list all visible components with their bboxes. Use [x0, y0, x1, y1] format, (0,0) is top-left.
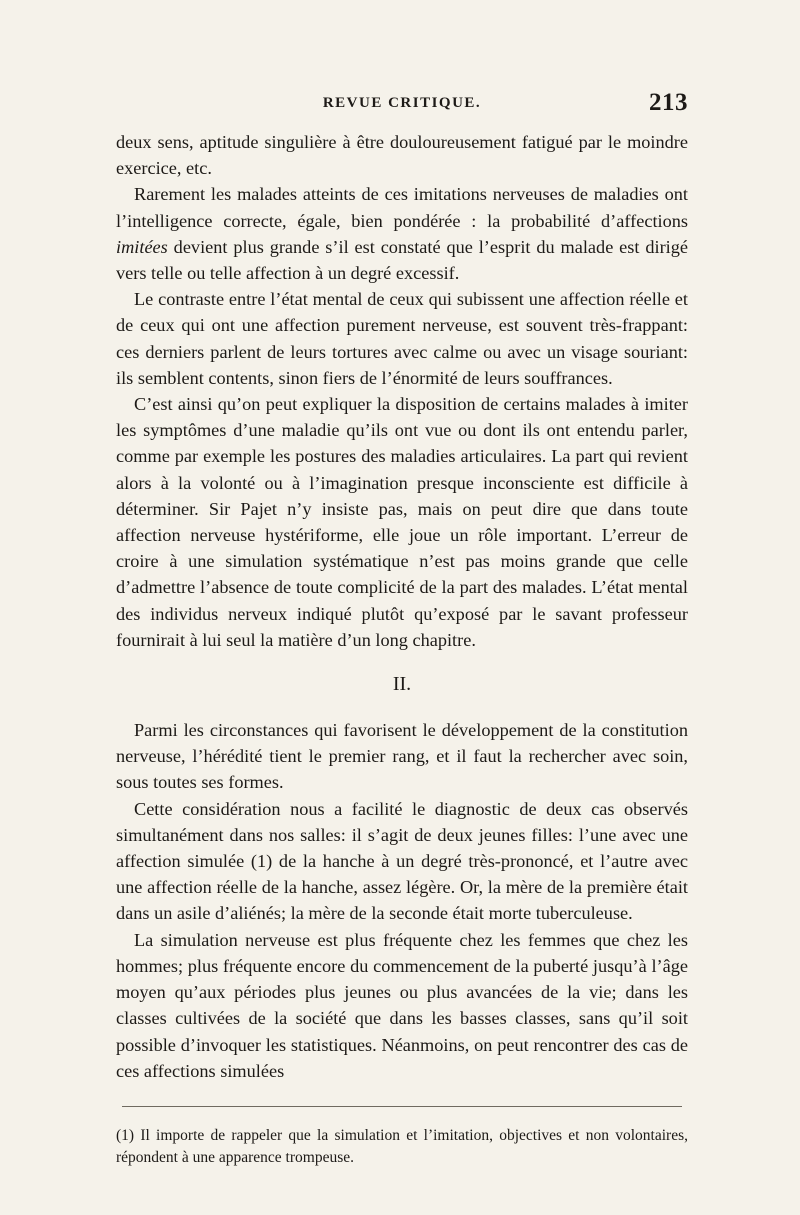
page-number: 213 [649, 89, 688, 116]
paragraph-frequency: La simulation nerveuse est plus fréquente chez les femmes que chez les hommes; plus fréquente encore du commencement de la puberté jusqu’à l’âge moyen qu’aux périodes plus jeunes ou plus avancées de la vie; dans les classes cultivées de la société que dans les basses classes, sans qu’il soit possible d’invoquer les statistiques. Néanmoins, on peut rencontrer des cas de ces affections simulées [116, 929, 688, 1081]
paragraph-contrast: Le contraste entre l’état mental de ceux qui subissent une affection réelle et de ceux qui ont une affection purement nerveuse, est souvent très-frappant: ces derniers parlent de leurs tortures avec calme ou avec un visage souriant: ils semblent contents, sinon fiers de l’énormité de leurs souffrances. [116, 289, 688, 388]
paragraph-heredity: Parmi les circonstances qui favorisent le développement de la constitution nerveuse, l’hérédité tient le premier rang, et il faut la rechercher avec soin, sous toutes ses formes. [116, 720, 688, 793]
section-heading: II. [392, 673, 412, 696]
footnote: (1) Il importe de rappeler que la simulation et l’imitation, objectives et non volontaires, répondent à une apparence trompeuse. [116, 1126, 688, 1166]
paragraph-explanation: C’est ainsi qu’on peut expliquer la disposition de certains malades à imiter les symptômes d’une maladie qu’ils ont vue ou dont ils ont entendu parler, comme par exemple les postures des maladies articulaires. La part qui revient alors à la volonté ou à l’imagination presque inconsciente est difficile à déterminer. Sir Pajet n’y insiste pas, mais on peut dire que dans toute affection nerveuse hystériforme, elle joue un rôle important. L’erreur de croire à une simulation systématique n’est pas moins grande que celle d’admettre l’absence de toute complicité de la part des malades. L’état mental des individus nerveux indiqué plutôt qu’exposé par le savant professeur fournirait à lui seul la matière d’un long chapitre. [116, 394, 688, 650]
paragraph-intelligence [116, 181, 688, 286]
paragraph-diagnosis: Cette considération nous a facilité le diagnostic de deux cas observés simultanément dans nos salles: il s’agit de deux jeunes filles: l’une avec une affection simulée (1) de la hanche à un degré très-prononcé, et l’autre avec une affection réelle de la hanche, assez légère. Or, la mère de la première était dans un asile d’aliénés; la mère de la seconde était morte tuberculeuse. [116, 798, 688, 924]
italic-term-imitees: imitées [116, 236, 168, 257]
paragraph-intelligence-end: devient plus grande s’il est constaté que l’esprit du malade est dirigé vers telle ou telle affection à un degré excessif. [116, 236, 688, 284]
book-page [116, 89, 688, 1169]
running-title: REVUE CRITIQUE. [322, 95, 482, 111]
footnote-divider [122, 1106, 682, 1107]
body-text [116, 129, 688, 1084]
paragraph-continuation: deux sens, aptitude singulière à être douloureusement fatigué par le moindre exercice, etc. [116, 132, 688, 179]
running-header [116, 89, 688, 121]
paragraph-intelligence-start: Rarement les malades atteints de ces imitations nerveuses de maladies ont l’intelligence correcte, égale, bien pondérée : la probabilité d’affections [116, 184, 688, 231]
